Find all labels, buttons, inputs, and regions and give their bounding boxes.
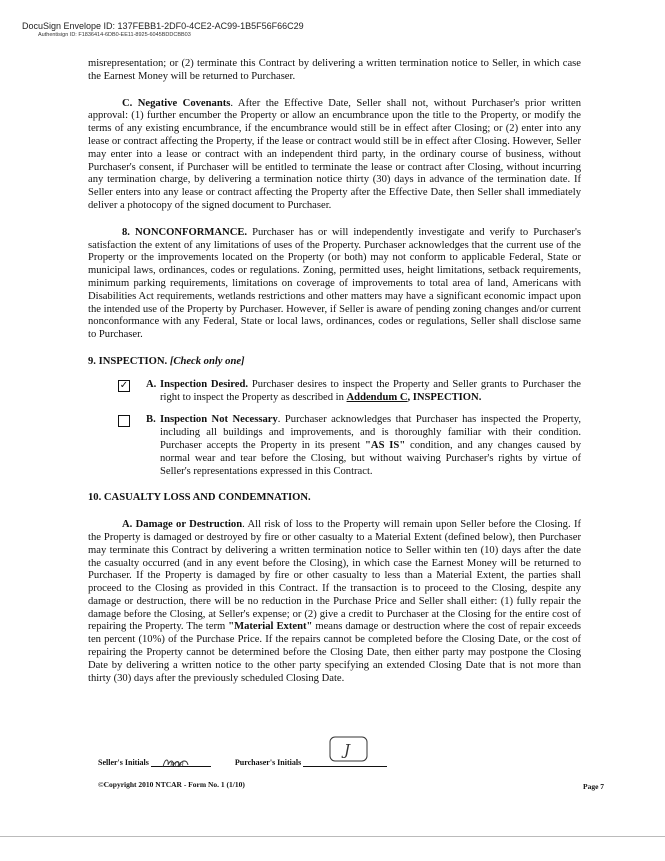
option-a-ref-tail: , INSPECTION. xyxy=(407,391,482,403)
option-a-label: A. xyxy=(146,378,157,390)
option-inspection-desired xyxy=(88,379,581,405)
damage-destruction-text-2: means damage or destruction where the cost of repair exceeds ten percent (10%) of the Purchase Price. If the repairs cannot be completed before the Closing Date, or the cost of repairing the Property cannot be determined before the Closing Date, then either party may postpone the Closing Date by delivering a written notice to the other party specifying an extended Closing Date that is not more than thirty (30) days after the previously scheduled Closing Date. xyxy=(88,621,581,684)
page-edge xyxy=(0,836,665,837)
paragraph-negative-covenants xyxy=(88,98,581,213)
option-a-title: Inspection Desired. xyxy=(160,378,249,390)
seller-initials-label: Seller's Initials xyxy=(98,758,149,767)
option-a-text xyxy=(160,379,581,405)
seller-initials-mark xyxy=(161,756,191,770)
authentisign-id: Authentisign ID: F1836414-6DB0-EE11-8925-6045BDDCBB03 xyxy=(38,32,191,38)
damage-destruction-text-1: . All risk of loss to the Property will remain upon Seller before the Closing. If the Property is damaged or destroyed by fire or other casualty to a Material Extent (defined below), then Purchaser may terminate this Contract by delivering a written termination notice to Seller within ten (10) days after the date the casualty occurred (and in any event before the Closing), in which case the Earnest Money will be returned to Purchaser. If the Property is damaged by fire or other casualty to less than a Material Extent, the parties shall proceed to the Closing as provided in this Contract. If the transaction is to proceed to the Closing, despite any damage or destruction, there will be no reduction in the Purchase Price and Seller shall either: (1) fully repair the damage before the Closing, at Seller's expense; or (2) give a credit to Purchaser at the Closing for the entire cost of repairing the Property. The term xyxy=(88,519,581,633)
copyright-notice: ©Copyright 2010 NTCAR - Form No. 1 (1/10) xyxy=(98,780,245,789)
inspection-desired-checkbox[interactable]: ✓ xyxy=(119,379,129,391)
option-a-body: Purchaser desires to inspect the Property and Seller grants to Purchaser the right to inspect the Property as described in xyxy=(160,378,581,403)
inspection-heading: 9. INSPECTION. xyxy=(88,355,168,367)
inspection-note: [Check only one] xyxy=(169,355,245,367)
material-extent-term: "Material Extent" xyxy=(228,621,313,633)
inspection-not-necessary-checkbox[interactable] xyxy=(118,415,130,427)
docusign-envelope-id: DocuSign Envelope ID: 137FEBB1-2DF0-4CE2-AC99-1B5F56F66C29 xyxy=(22,21,304,31)
option-b-text xyxy=(160,414,581,478)
seller-initials-signature xyxy=(161,756,191,770)
damage-destruction-heading: A. Damage or Destruction xyxy=(122,519,243,531)
purchaser-initials-signature xyxy=(328,735,370,763)
paragraph-nonconformance xyxy=(88,227,581,342)
document-body xyxy=(88,58,581,685)
negative-covenants-text: . After the Effective Date, Seller shall not, without Purchaser's prior written approval: (1) further encumber the Property or allow an encumbrance upon the title to the Property, or modify the terms of any existing encumbrance, if the encumbrance would still be in effect after Closing; or (2) enter into any lease or contract affecting the Property, if the lease or contract would still be in effect after Closing. However, Seller may enter into a lease or contract with an independent third party, in the ordinary course of business, without Purchaser's consent, if Purchaser will be entitled to terminate the lease or contract after Closing, without incurring any termination charge, by delivering a termination notice thirty (30) days in advance of the termination date. If Seller enters into any lease or contract affecting the Property after the Effective Date, then Seller shall immediately deliver a photocopy of the signed document to Purchaser. xyxy=(88,97,581,211)
paragraph-misrepresentation: misrepresentation; or (2) terminate this Contract by delivering a written termination notice to Seller, in which case the Earnest Money will be returned to Purchaser. xyxy=(88,58,581,82)
casualty-heading: 10. CASUALTY LOSS AND CONDEMNATION. xyxy=(88,492,311,504)
option-b-title: Inspection Not Necessary xyxy=(160,414,278,426)
as-is-term: "AS IS" xyxy=(365,439,406,451)
paragraph-damage-destruction xyxy=(88,519,581,685)
purchaser-initials-mark xyxy=(328,735,370,763)
nonconformance-heading: 8. NONCONFORMANCE. xyxy=(122,226,248,238)
purchaser-initials-text: J xyxy=(344,741,351,759)
seller-initials-text: BDB xyxy=(170,762,184,769)
option-b-label: B. xyxy=(146,414,156,426)
option-b-body-1: . Purchaser acknowledges that Purchaser has inspected the Property, including all buildings and improvements, and is thoroughly familiar with their condition. Purchaser accepts the Property in its present xyxy=(160,414,581,451)
purchaser-initials-label: Purchaser's Initials xyxy=(234,758,302,767)
option-inspection-not-necessary xyxy=(88,414,581,478)
addendum-c-reference: Addendum C xyxy=(346,391,408,403)
inspection-heading-line xyxy=(88,356,581,369)
negative-covenants-heading: C. Negative Covenants xyxy=(122,97,231,109)
nonconformance-text: Purchaser has or will independently investigate and verify to Purchaser's satisfaction the extent of any limitations of uses of the Property. Purchaser acknowledges that the current use of the Property or the improvements located on the Property (or both) may not conform to applicable Federal, State or municipal laws, ordinances, codes or regulations. Zoning, permitted uses, height limitations, setback requirements, minimum parking requirements, limitations on coverage of improvements to total area of land, Americans with Disabilities Act requirements, wetlands restrictions and other matters may have a significant economic impact upon the intended use of the Property by Purchaser. However, if Seller is aware of pending zoning changes and/or current nonconformance with any Federal, State or local laws, ordinances, codes or regulations, Seller shall disclose same to Purchaser. xyxy=(88,226,581,341)
page-number: Page 7 xyxy=(583,782,605,791)
option-b-body-2: condition, and any changes caused by normal wear and tear before the Closing, but without waiving Purchaser's rights by virtue of Seller's representations expressed in this Contract. xyxy=(160,439,581,477)
